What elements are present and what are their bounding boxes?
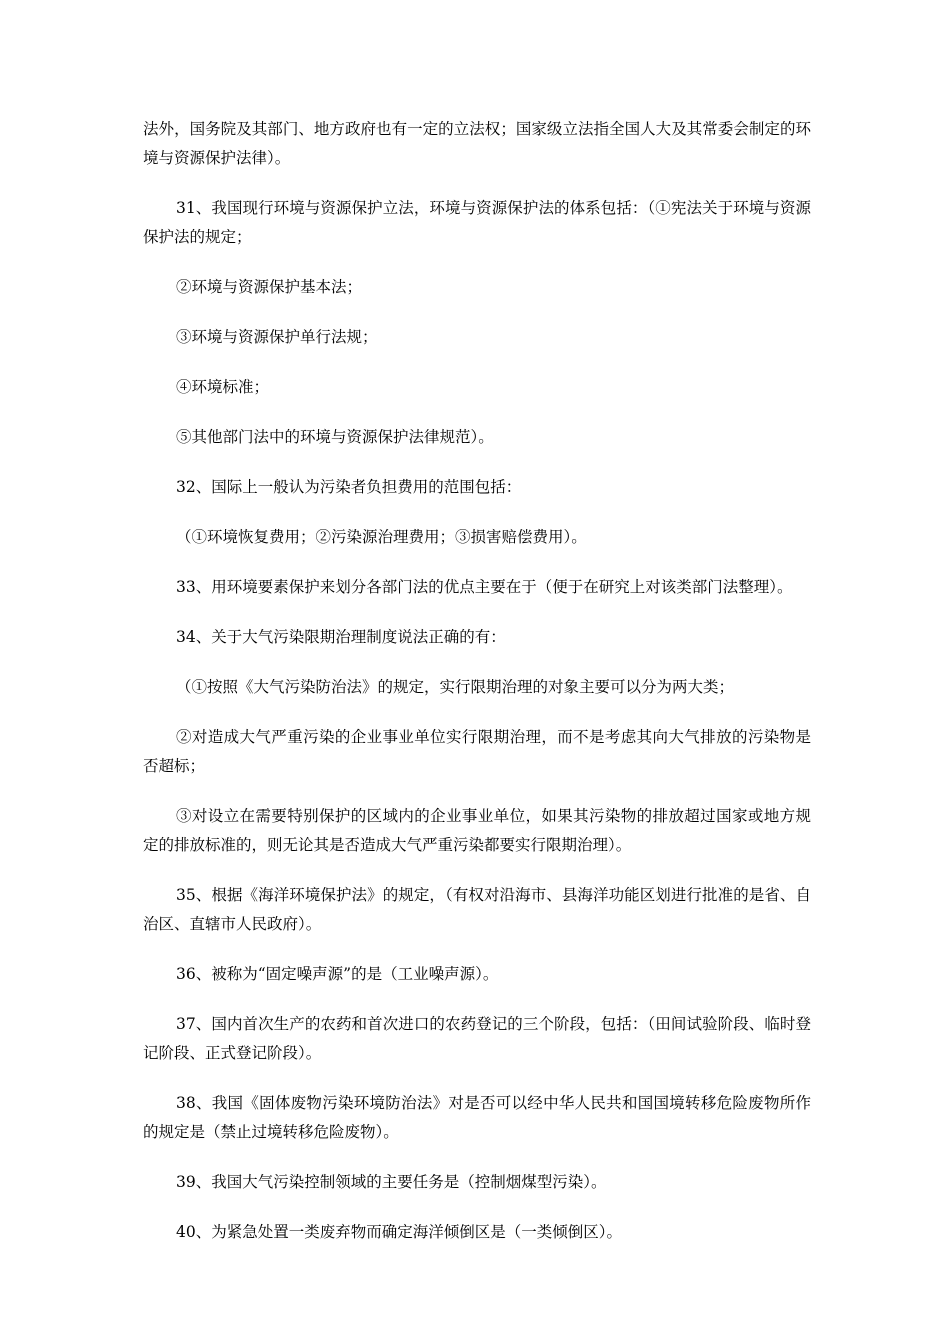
paragraph-item-34-sub-3: ③对设立在需要特别保护的区域内的企业事业单位，如果其污染物的排放超过国家或地方规定的排放标准的，则无论其是否造成大气严重污染都要实行限期治理）。 [143, 807, 811, 854]
paragraph-item-36: 36、被称为“固定噪声源”的是（工业噪声源）。 [176, 965, 499, 983]
paragraph-item-32: 32、国际上一般认为污染者负担费用的范围包括： [176, 478, 522, 496]
paragraph-item-39: 39、我国大气污染控制领域的主要任务是（控制烟煤型污染）。 [176, 1173, 607, 1191]
paragraph-item-40: 40、为紧急处置一类废弃物而确定海洋倾倒区是（一类倾倒区）。 [176, 1223, 622, 1241]
paragraph-item-37: 37、国内首次生产的农药和首次进口的农药登记的三个阶段，包括：（田间试验阶段、临时登记阶段、正式登记阶段）。 [143, 1015, 811, 1062]
paragraph-item-31: 31、我国现行环境与资源保护立法，环境与资源保护法的体系包括：（①宪法关于环境与资源保护法的规定； [143, 199, 811, 246]
paragraph-item-34-sub-1: （①按照《大气污染防治法》的规定，实行限期治理的对象主要可以分为两大类； [176, 678, 735, 696]
paragraph-item-31-sub-4: ④环境标准； [176, 378, 270, 396]
paragraph-continuation: 法外，国务院及其部门、地方政府也有一定的立法权；国家级立法指全国人大及其常委会制定的环境与资源保护法律）。 [143, 120, 811, 167]
document-page [143, 115, 811, 1268]
paragraph-item-34-sub-2: ②对造成大气严重污染的企业事业单位实行限期治理，而不是考虑其向大气排放的污染物是否超标； [143, 728, 811, 775]
paragraph-item-34: 34、关于大气污染限期治理制度说法正确的有： [176, 628, 506, 646]
paragraph-item-32-answer: （①环境恢复费用；②污染源治理费用；③损害赔偿费用）。 [176, 528, 587, 546]
paragraph-item-31-sub-2: ②环境与资源保护基本法； [176, 278, 363, 296]
paragraph-item-33: 33、用环境要素保护来划分各部门法的优点主要在于（便于在研究上对该类部门法整理）。 [176, 578, 793, 596]
paragraph-item-31-sub-5: ⑤其他部门法中的环境与资源保护法律规范）。 [176, 428, 494, 446]
paragraph-item-35: 35、根据《海洋环境保护法》的规定，（有权对沿海市、县海洋功能区划进行批准的是省、自治区、直辖市人民政府）。 [143, 886, 811, 933]
paragraph-item-31-sub-3: ③环境与资源保护单行法规； [176, 328, 378, 346]
paragraph-item-38: 38、我国《固体废物污染环境防治法》对是否可以经中华人民共和国国境转移危险废物所作的规定是（禁止过境转移危险废物）。 [143, 1094, 811, 1141]
